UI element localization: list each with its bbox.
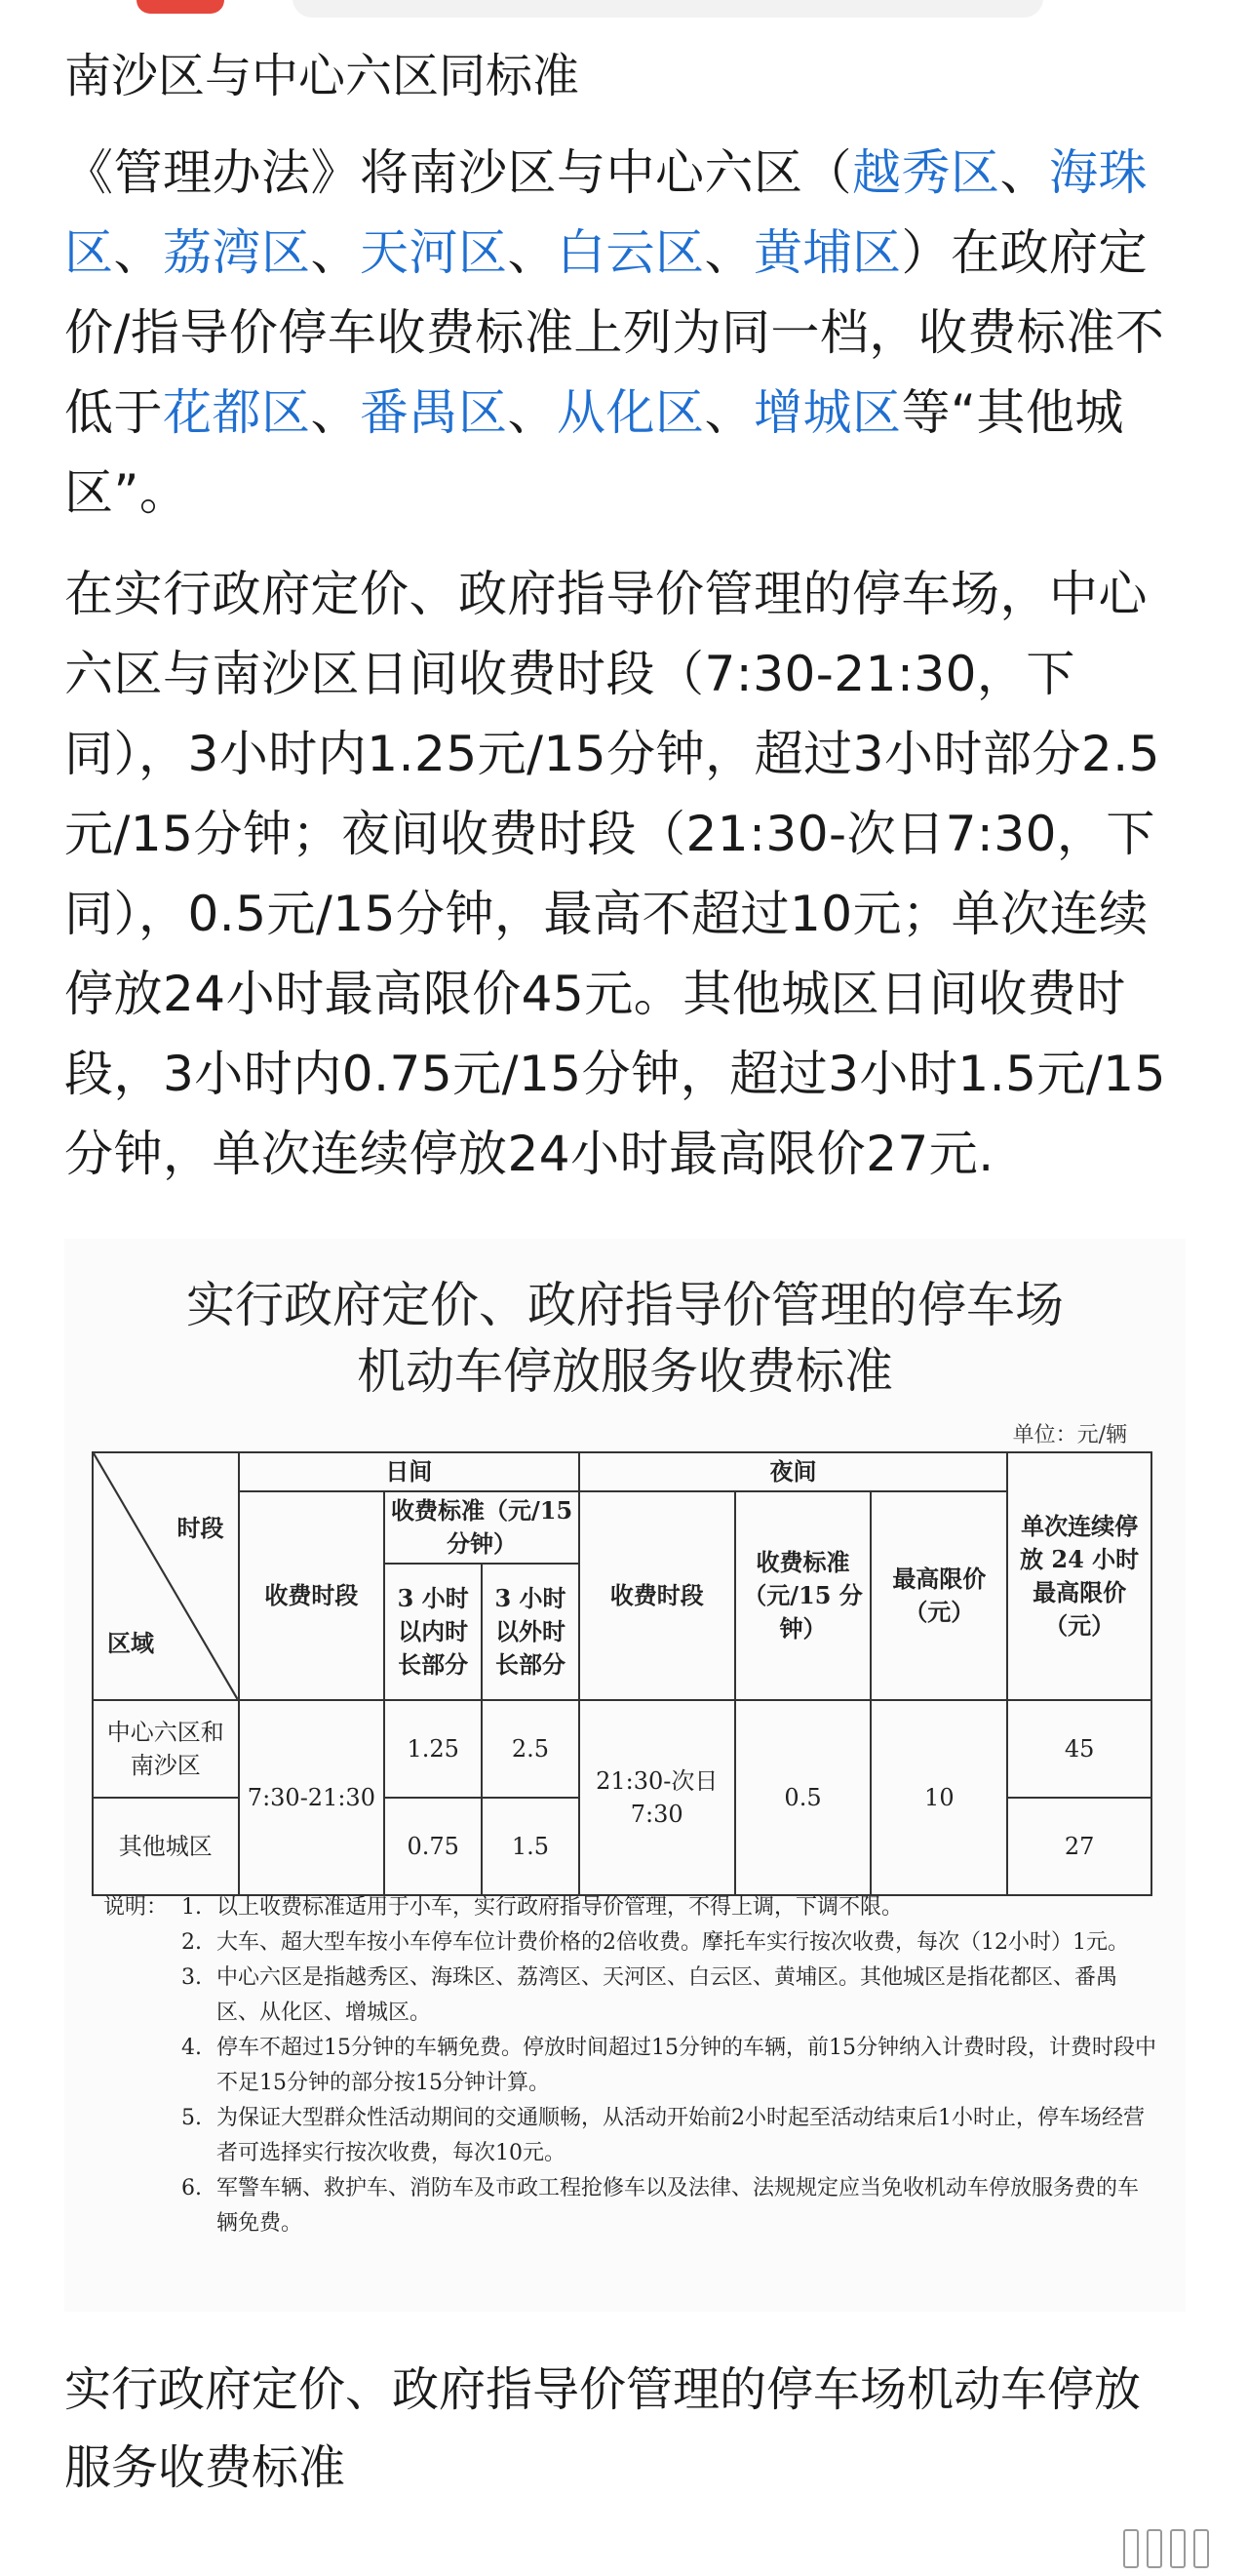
row1-beyond: 2.5 — [482, 1700, 579, 1798]
separator: 、 — [113, 224, 163, 281]
separator: 、 — [507, 384, 557, 441]
row2-cap: 27 — [1007, 1798, 1151, 1895]
header-beyond-3h: 3 小时以外时长部分 — [482, 1564, 579, 1700]
top-bar-fragment — [0, 0, 1248, 23]
link-tianhe[interactable]: 天河区 — [360, 224, 508, 281]
separator: 、 — [310, 224, 360, 281]
header-night-period: 收费时段 — [579, 1491, 735, 1700]
row2-within: 0.75 — [384, 1798, 482, 1895]
night-fee: 0.5 — [735, 1700, 872, 1895]
link-huangpu[interactable]: 黄埔区 — [754, 224, 902, 281]
gallery-thumb-icon — [1170, 2529, 1186, 2568]
day-time: 7:30-21:30 — [239, 1700, 385, 1895]
separator: 、 — [999, 144, 1049, 201]
fee-table — [92, 1451, 1152, 1896]
gallery-thumb-icon — [1193, 2529, 1209, 2568]
header-day: 日间 — [239, 1452, 579, 1491]
header-day-period: 收费时段 — [239, 1491, 385, 1700]
notes-block — [103, 1890, 1156, 2241]
note-text: 军警车辆、救护车、消防车及市政工程抢修车以及法律、法规规定应当免收机动车停放服务费的车辆免费。 — [216, 2176, 1140, 2236]
row1-within: 1.25 — [384, 1700, 482, 1798]
section-heading: 南沙区与中心六区同标准 — [64, 49, 580, 103]
note-item — [103, 2031, 1156, 2101]
diagonal-line — [94, 1453, 238, 1699]
header-within-3h: 3 小时以内时长部分 — [384, 1564, 482, 1700]
note-number: 2. — [181, 1930, 202, 1955]
header-fee-standard: 收费标准（元/15 分钟） — [384, 1491, 579, 1564]
note-item — [103, 1925, 1156, 1961]
link-liwan[interactable]: 荔湾区 — [163, 224, 311, 281]
note-item — [103, 2171, 1156, 2241]
text-span: 等“其他城区”。 — [64, 384, 1124, 521]
fee-standard-image[interactable] — [64, 1239, 1186, 2312]
text-span: ）在政府定价/指导价停车收费标准上列为同一档，收费标准不低于 — [64, 224, 1165, 441]
link-zengcheng[interactable]: 增城区 — [754, 384, 902, 441]
text-span: 《管理办法》将南沙区与中心六区（ — [64, 144, 852, 201]
row2-area: 其他城区 — [93, 1798, 239, 1895]
note-text: 大车、超大型车按小车停车位计费价格的2倍收费。摩托车实行按次收费，每次（12小时）1元。 — [216, 1930, 1129, 1955]
note-text: 为保证大型群众性活动期间的交通顺畅，从活动开始前2小时起至活动结束后1小时止，停车场经营者可选择实行按次收费，每次10元。 — [216, 2106, 1145, 2165]
header-period: 时段 — [176, 1514, 224, 1542]
note-item — [103, 2101, 1156, 2171]
figure-title-line1: 实行政府定价、政府指导价管理的停车场 — [186, 1277, 1064, 1333]
note-number: 6. — [181, 2176, 202, 2200]
image-gallery-icon[interactable] — [1034, 2523, 1209, 2568]
header-night-max: 最高限价（元） — [871, 1491, 1007, 1700]
link-panyu[interactable]: 番禺区 — [360, 384, 508, 441]
note-text: 停车不超过15分钟的车辆免费。停放时间超过15分钟的车辆，前15分钟纳入计费时段，计费时段中不足15分钟的部分按15分钟计算。 — [216, 2036, 1156, 2095]
paragraph-fees: 在实行政府定价、政府指导价管理的停车场，中心六区与南沙区日间收费时段（7:30-21:30，下同），3小时内1.25元/15分钟，超过3小时部分2.5元/15分钟；夜间收费时段（21:30-次日7:30，下同），0.5元/15分钟，最高不超过10元；单次连续停放24小时最高限价45元。其他城区日间收费时段，3小时内0.75元/15分钟，超过3小时1.5元/15分钟，单次连续停放24小时最高限价27元. — [64, 566, 1166, 1182]
note-number: 1. — [181, 1895, 202, 1920]
notes-lead: 说明： — [103, 1895, 169, 1920]
header-area: 区域 — [107, 1629, 154, 1657]
diagonal-header-cell — [93, 1452, 239, 1700]
header-cap: 单次连续停放 24 小时最高限价（元） — [1007, 1452, 1151, 1700]
paragraph-districts — [64, 133, 1186, 533]
gallery-thumb-icon — [1123, 2529, 1139, 2568]
night-time: 21:30-次日7:30 — [579, 1700, 735, 1895]
note-number: 5. — [181, 2106, 202, 2130]
note-item — [103, 1961, 1156, 2031]
link-haizhu[interactable]: 海珠区 — [64, 144, 1148, 281]
note-text: 以上收费标准适用于小车，实行政府指导价管理，不得上调，下调不限。 — [216, 1895, 904, 1920]
unit-label: 单位：元/辆 — [1012, 1423, 1127, 1447]
note-item — [103, 1890, 1156, 1925]
red-badge[interactable] — [136, 0, 224, 14]
night-max: 10 — [871, 1700, 1007, 1895]
note-text: 中心六区是指越秀区、海珠区、荔湾区、天河区、白云区、黄埔区。其他城区是指花都区、番禺区、从化区、增城区。 — [216, 1965, 1118, 2025]
link-yuexiu[interactable]: 越秀区 — [852, 144, 1000, 201]
row1-area: 中心六区和南沙区 — [93, 1700, 239, 1798]
note-number: 4. — [181, 2036, 202, 2060]
image-caption: 实行政府定价、政府指导价管理的停车场机动车停放服务收费标准 — [64, 2362, 1142, 2495]
note-number: 3. — [181, 1965, 202, 1990]
separator: 、 — [507, 224, 557, 281]
link-baiyun[interactable]: 白云区 — [557, 224, 705, 281]
row2-beyond: 1.5 — [482, 1798, 579, 1895]
link-conghua[interactable]: 从化区 — [557, 384, 705, 441]
link-huadu[interactable]: 花都区 — [163, 384, 311, 441]
search-bar[interactable] — [292, 0, 1043, 18]
header-night-fee: 收费标准（元/15 分钟） — [735, 1491, 872, 1700]
header-night: 夜间 — [579, 1452, 1007, 1491]
separator: 、 — [310, 384, 360, 441]
separator: 、 — [704, 224, 754, 281]
row1-cap: 45 — [1007, 1700, 1151, 1798]
gallery-thumb-icon — [1147, 2529, 1162, 2568]
separator: 、 — [704, 384, 754, 441]
article-body — [64, 37, 1186, 1194]
figure-title-line2: 机动车停放服务收费标准 — [357, 1343, 893, 1400]
